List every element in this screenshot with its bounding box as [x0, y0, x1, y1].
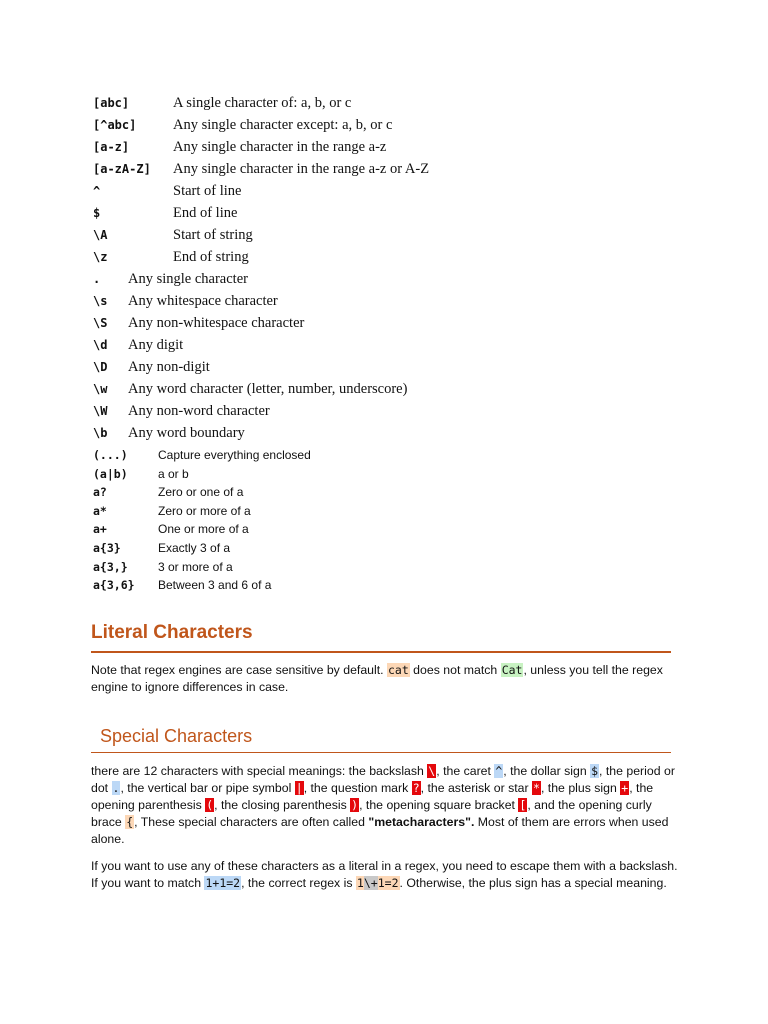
regex-description: Any word boundary [128, 425, 245, 441]
paragraph-text: , the asterisk or star [420, 781, 533, 795]
regex-token: $ [93, 206, 101, 220]
section-heading-special-characters: Special Characters [100, 726, 253, 746]
regex-description: Any non-digit [128, 359, 210, 375]
regex-token: [a-zA-Z] [93, 162, 151, 176]
code-chip-cat: cat [387, 663, 409, 677]
regex-description: 3 or more of a [158, 559, 233, 574]
paragraph-text: , These special characters are often called [134, 815, 369, 829]
regex-token: \S [93, 316, 108, 330]
regex-token: \W [93, 404, 108, 418]
paragraph-text: there are 12 characters with special meanings: the backslash [91, 764, 428, 778]
paragraph-text: , the caret [436, 764, 495, 778]
paragraph-text: , the closing parenthesis [214, 798, 351, 812]
metacharacters-term: "metacharacters". [368, 815, 475, 829]
regex-description: Zero or more of a [158, 503, 251, 518]
regex-token: \w [93, 382, 108, 396]
regex-token: \A [93, 228, 108, 242]
paragraph-text: , the opening square bracket [359, 798, 519, 812]
regex-description: Any single character [128, 271, 248, 287]
regex-description: a or b [158, 466, 189, 481]
regex-description: Any digit [128, 337, 184, 353]
code-chip-regex-part: 1 [356, 876, 364, 890]
regex-description: One or more of a [158, 522, 249, 537]
paragraph-text: , unless you tell the regex engine to ignore differences in case. [91, 663, 663, 694]
regex-description: Any single character in the range a-z [173, 139, 387, 155]
code-chip-regex-escape: \+ [363, 876, 378, 890]
regex-token: a{3} [93, 541, 121, 555]
section-divider [91, 651, 671, 653]
open-paren-chip: ( [206, 798, 214, 812]
regex-token: ^ [93, 184, 101, 198]
regex-token: \z [93, 250, 108, 264]
regex-token: a? [93, 485, 107, 500]
regex-description: Zero or one of a [158, 485, 244, 500]
regex-token: [abc] [93, 96, 130, 110]
section-divider [91, 752, 671, 753]
code-chip-cat-capital: Cat [501, 663, 523, 677]
asterisk-chip: * [533, 781, 540, 795]
paragraph-text: , the question mark [303, 781, 412, 795]
regex-description: Any single character except: a, b, or c [173, 117, 393, 133]
regex-description: Any word character (letter, number, underscore) [128, 381, 408, 397]
code-chip-regex-part: 1=2 [377, 876, 399, 890]
regex-token: (...) [93, 448, 128, 462]
pipe-chip: | [295, 781, 303, 795]
regex-description: Between 3 and 6 of a [158, 578, 272, 593]
regex-description: Start of line [173, 183, 242, 199]
section-heading-literal-characters: Literal Characters [91, 622, 253, 643]
regex-token: \b [93, 426, 108, 440]
paragraph-text: , the vertical bar or pipe symbol [120, 781, 295, 795]
regex-description: Start of string [173, 227, 253, 243]
regex-token: \s [93, 294, 108, 308]
paragraph-text: , and the opening curly brace [91, 798, 652, 829]
question-mark-chip: ? [412, 781, 420, 795]
regex-description: End of line [173, 205, 238, 221]
regex-token: a* [93, 503, 107, 518]
literal-paragraph [91, 662, 681, 696]
regex-token: a{3,} [93, 559, 128, 574]
paragraph-text: , the plus sign [540, 781, 621, 795]
paragraph-text: , the opening parenthesis [91, 781, 654, 812]
regex-token: \d [93, 338, 108, 352]
regex-token: [^abc] [93, 118, 137, 132]
regex-description: End of string [173, 249, 249, 265]
paragraph-text: Note that regex engines are case sensitive by default. [91, 663, 387, 677]
regex-token: a{3,6} [93, 578, 135, 593]
regex-description: Any single character in the range a-z or A-Z [173, 161, 430, 177]
regex-description: Capture everything enclosed [158, 448, 311, 462]
plus-chip: + [621, 781, 629, 795]
paragraph-text: , the correct regex is [241, 876, 356, 890]
paragraph-text: If you want to use any of these characters as a literal in a regex, you need to escape them with a backslash. If you want to match [91, 859, 678, 890]
dollar-chip: $ [591, 764, 599, 778]
close-paren-chip: ) [351, 798, 359, 812]
regex-token: . [93, 272, 101, 286]
backslash-chip: \ [428, 764, 436, 778]
code-chip-match: 1+1=2 [205, 876, 241, 890]
open-brace-chip: { [126, 815, 134, 829]
caret-chip: ^ [495, 764, 503, 778]
paragraph-text: , the dollar sign [503, 764, 591, 778]
regex-token: \D [93, 360, 108, 374]
special-paragraph-metacharacters [91, 763, 681, 848]
paragraph-text: Most of them are errors when used alone. [91, 815, 669, 846]
regex-description: Any non-whitespace character [128, 315, 305, 331]
open-bracket-chip: [ [519, 798, 527, 812]
regex-description: Any non-word character [128, 403, 270, 419]
regex-token: (a|b) [93, 466, 128, 481]
paragraph-text: does not match [409, 663, 501, 677]
dot-chip: . [112, 781, 120, 795]
regex-token: a+ [93, 522, 107, 537]
paragraph-text: , the period or dot [91, 764, 675, 795]
regex-description: Exactly 3 of a [158, 541, 231, 555]
special-paragraph-escaping [91, 858, 681, 892]
regex-description: Any whitespace character [128, 293, 278, 309]
regex-token: [a-z] [93, 140, 130, 154]
paragraph-text: . Otherwise, the plus sign has a special meaning. [399, 876, 667, 890]
regex-description: A single character of: a, b, or c [173, 95, 352, 111]
